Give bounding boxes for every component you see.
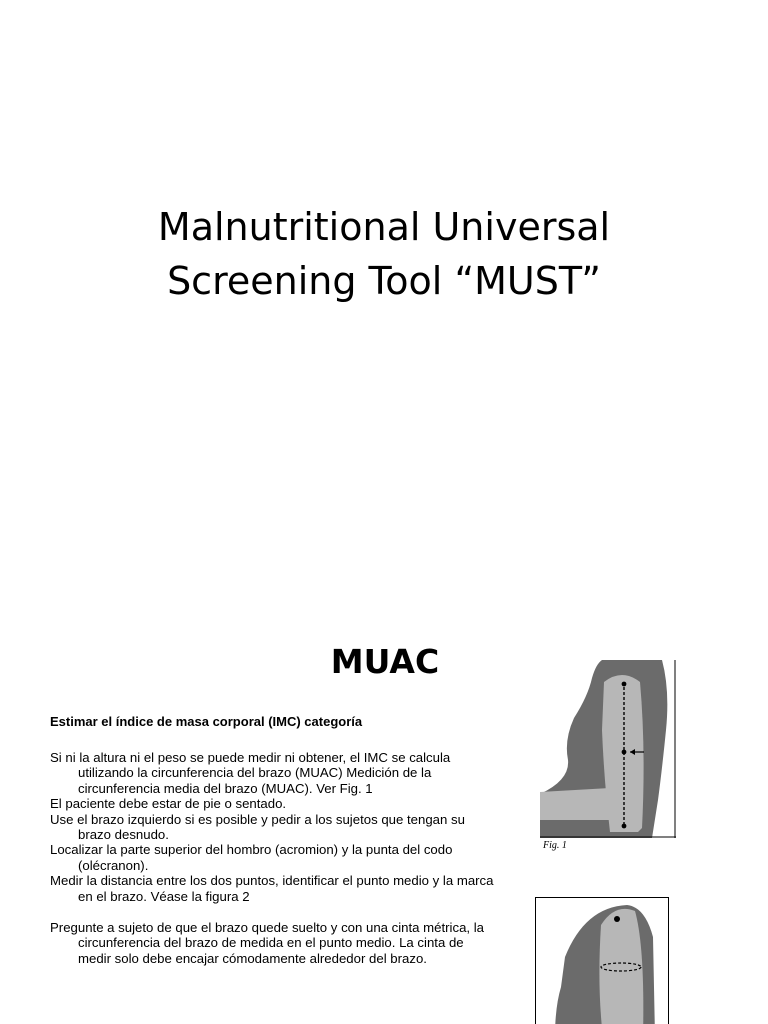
figure-1-caption: Fig. 1 xyxy=(543,840,567,851)
figure-2-circumference xyxy=(535,897,669,1024)
slide-title xyxy=(60,200,708,308)
figure-1-arm-measurement xyxy=(540,660,676,838)
acromion-point xyxy=(614,916,620,922)
instruction-paragraph: Si ni la altura ni el peso se puede medir ni obtener, el IMC se calcula utilizando la circunferencia del brazo (MUAC) Medición de la circunferencia media del brazo (MUAC). Ver Fig. 1 xyxy=(50,750,451,796)
slide-title-line-1: Malnutritional Universal xyxy=(157,205,611,249)
instruction-paragraph: Pregunte a sujeto de que el brazo quede suelto y con una cinta métrica, la circunferencia del brazo de medida en el punto medio. La cinta de medir solo debe encajar cómodamente alrededor del brazo. xyxy=(50,920,485,966)
muac-heading: MUAC xyxy=(330,642,440,681)
instruction-paragraph: Use el brazo izquierdo si es posible y pedir a los sujetos que tengan su brazo desnudo. xyxy=(50,811,465,843)
instruction-paragraph: El paciente debe estar de pie o sentado. xyxy=(50,796,287,812)
instruction-paragraph: Medir la distancia entre los dos puntos, identificar el punto medio y la marca en el brazo. Véase la figura 2 xyxy=(50,873,494,904)
forearm xyxy=(540,788,612,820)
midpoint-mark xyxy=(622,750,627,755)
slide-title-line-2: Screening Tool “MUST” xyxy=(167,259,601,303)
muac-slide xyxy=(0,576,768,1024)
olecranon-point xyxy=(622,824,627,829)
instruction-paragraph: Localizar la parte superior del hombro (acromion) y la punta del codo (olécranon). xyxy=(50,842,453,873)
bmi-subheading: Estimar el índice de masa corporal (IMC) categoría xyxy=(50,714,363,729)
acromion-point xyxy=(622,682,627,687)
upper-arm xyxy=(599,909,643,1024)
instructions-text xyxy=(50,750,498,966)
